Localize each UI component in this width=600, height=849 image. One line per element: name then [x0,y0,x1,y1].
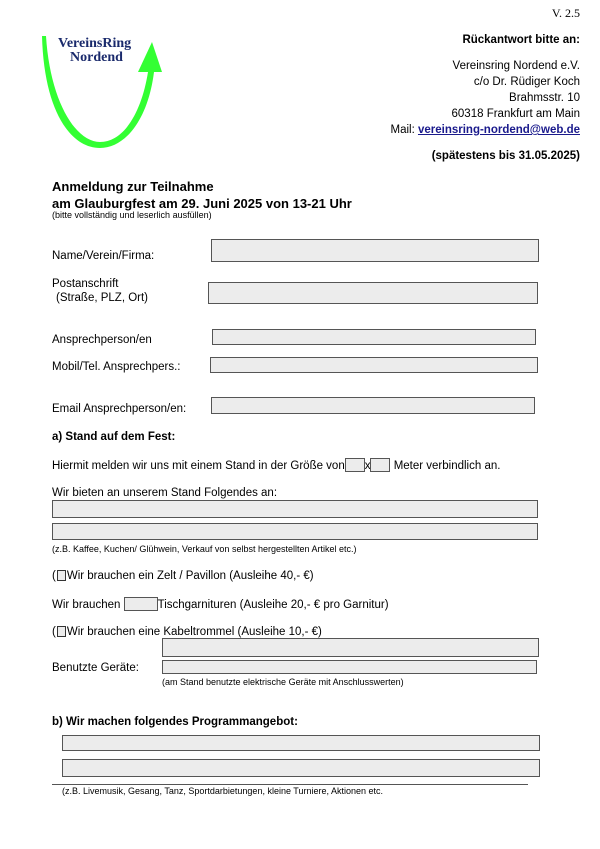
cable-paren: ( [52,626,56,638]
tent-checkbox[interactable] [57,570,66,581]
reply-street: Brahmsstr. 10 [509,92,580,104]
logo-text-line2: Nordend [70,50,123,65]
cable-label: Wir brauchen eine Kabeltrommel (Ausleihe 10,- €) [66,626,322,638]
program-input-2[interactable] [62,759,540,777]
program-underline [52,784,528,785]
stand-depth-input[interactable] [370,458,390,472]
tent-paren: ( [52,570,56,582]
devices-note: (am Stand benutzte elektrische Geräte mit Anschlusswerten) [162,677,404,687]
offer-input-1[interactable] [52,500,538,518]
stand-size-post: Meter verbindlich an. [393,460,501,472]
address-label: Postanschrift [52,278,119,290]
reply-co: c/o Dr. Rüdiger Koch [473,76,580,88]
name-input[interactable] [211,239,539,262]
cable-option [52,626,322,638]
tables-pre: Wir brauchen [52,599,121,611]
reply-mail-link[interactable]: vereinsring-nordend@web.de [417,124,580,136]
form-title-note: (bitte vollständig und leserlich ausfüllen) [52,210,212,220]
contact-label: Ansprechperson/en [52,334,152,346]
tables-post: Tischgarnituren (Ausleihe 20,- € pro Garnitur) [157,599,389,611]
form-title-line2: am Glauburgfest am 29. Juni 2025 von 13-21 Uhr [52,196,352,211]
phone-label: Mobil/Tel. Ansprechpers.: [52,361,181,373]
offer-label: Wir bieten an unserem Stand Folgendes an: [52,487,278,499]
form-title [52,178,352,212]
stand-size-line [52,458,500,472]
section-b-heading: b) Wir machen folgendes Programmangebot: [52,716,298,728]
stand-size-x: x [364,460,371,472]
address-sublabel: (Straße, PLZ, Ort) [56,292,149,304]
phone-input[interactable] [210,357,538,373]
reply-city: 60318 Frankfurt am Main [451,108,580,120]
stand-width-input[interactable] [345,458,365,472]
address-input[interactable] [208,282,538,304]
cable-checkbox[interactable] [57,626,66,637]
tent-option [52,570,314,582]
offer-input-2[interactable] [52,523,538,540]
devices-input-2[interactable] [162,660,537,674]
tables-count-input[interactable] [124,597,158,611]
logo-text-line1: VereinsRing [58,36,132,51]
tent-label: Wir brauchen ein Zelt / Pavillon (Ausleihe 40,- €) [66,570,314,582]
devices-label: Benutzte Geräte: [52,662,139,674]
name-label: Name/Verein/Firma: [52,250,155,262]
devices-input-1[interactable] [162,638,539,657]
email-label: Email Ansprechperson/en: [52,403,187,415]
vereinsring-logo [40,30,165,150]
email-input[interactable] [211,397,535,414]
section-a-heading: a) Stand auf dem Fest: [52,431,176,443]
contact-input[interactable] [212,329,536,345]
reply-address-block [390,32,580,164]
program-note: (z.B. Livemusik, Gesang, Tanz, Sportdarbietungen, kleine Turniere, Aktionen etc. [62,786,384,796]
stand-size-pre: Hiermit melden wir uns mit einem Stand in der Größe von [52,460,345,472]
reply-org: Vereinsring Nordend e.V. [452,60,580,72]
reply-deadline: (spätestens bis 31.05.2025) [431,150,580,162]
version-label: V. 2.5 [551,6,580,20]
reply-heading: Rückantwort bitte an: [462,34,580,46]
form-title-line1: Anmeldung zur Teilnahme [52,179,214,194]
reply-mail-label: Mail: [390,124,418,136]
tables-option [52,597,389,611]
offer-note: (z.B. Kaffee, Kuchen/ Glühwein, Verkauf von selbst hergestellten Artikel etc.) [52,544,357,554]
program-input-1[interactable] [62,735,540,751]
